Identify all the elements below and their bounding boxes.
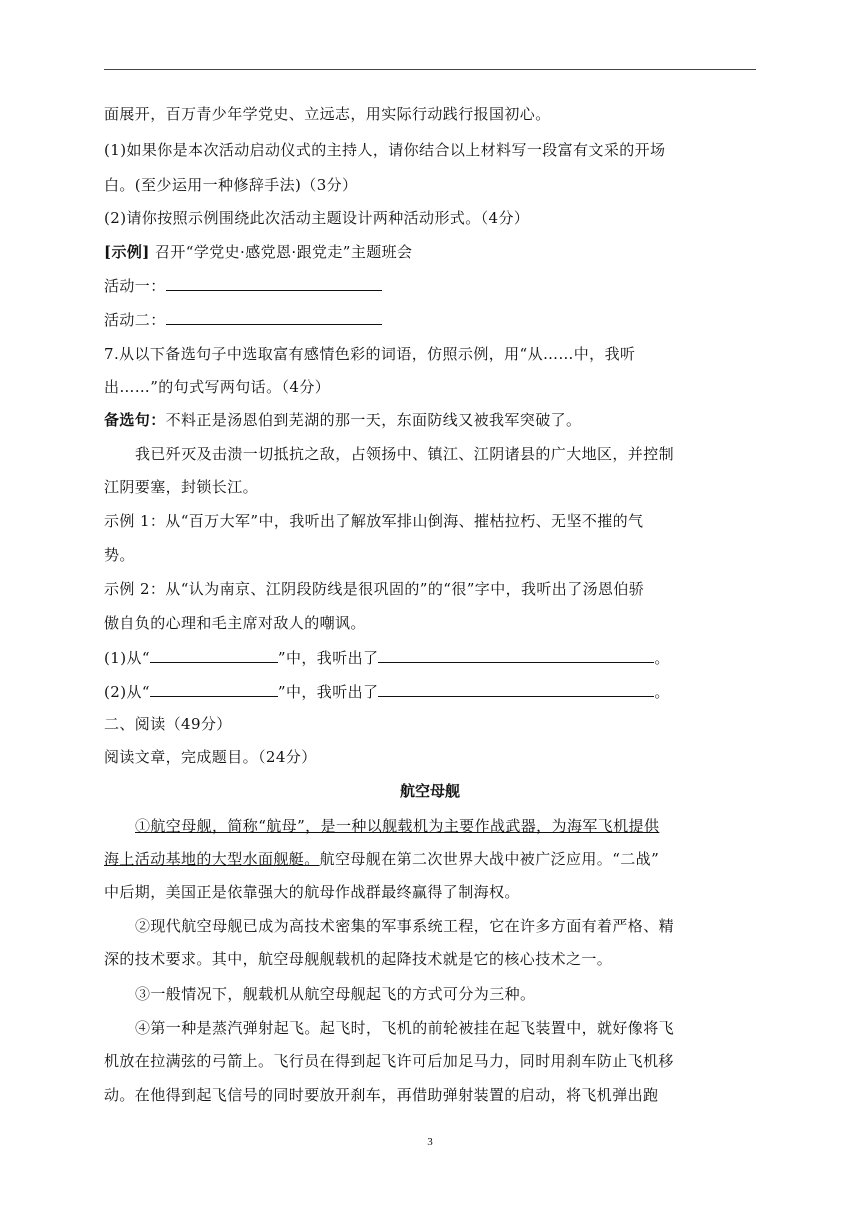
question-7-cont: 出……”的句式写两句话。（4分） (104, 378, 331, 396)
question-7: 7.从以下备选句子中选取富有感情色彩的词语，仿照示例，用“从……中，我听 (104, 345, 636, 363)
article-title: 航空母舰 (399, 782, 460, 800)
fill-1-answer-blank[interactable] (378, 648, 654, 663)
paragraph-2-line-1: ②现代航空母舰已成为高技术密集的军事系统工程，它在许多方面有着严格、精 (135, 917, 675, 935)
fill-line-2 (104, 682, 670, 702)
section-2-heading: 二、阅读（49分） (104, 715, 232, 733)
page-number: 3 (427, 1136, 433, 1148)
paragraph-1-line-3: 中后期，美国正是依靠强大的航母作战群最终赢得了制海权。 (104, 883, 520, 901)
fill-line-1 (104, 648, 670, 668)
paragraph-4-line-1: ④第一种是蒸汽弹射起飞。起飞时，飞机的前轮被挂在起飞装置中，就好像将飞 (135, 1019, 675, 1037)
paragraph-1-line-2 (104, 849, 659, 869)
paragraph-4-line-3: 动。在他得到起飞信号的同时要放开刹车，再借助弹射装置的启动，将飞机弹出跑 (104, 1086, 659, 1104)
paragraph-1-underlined: 海上活动基地的大型水面舰艇。 (104, 850, 320, 868)
example-label: [示例] (104, 243, 150, 261)
example-2: 示例 2：从“认为南京、江阴段防线是很巩固的”的“很”字中，我听出了汤恩伯骄 (104, 580, 645, 598)
example-line (104, 242, 412, 262)
paragraph-4-line-2: 机放在拉满弦的弓箭上。飞行员在得到起飞许可后加足马力，同时用刹车防止飞机移 (104, 1052, 674, 1070)
candidate-text: 不料正是汤恩伯到芜湖的那一天，东面防线又被我军突破了。 (165, 411, 582, 429)
example-1: 示例 1：从“百万大军”中，我听出了解放军排山倒海、摧枯拉朽、无坚不摧的气 (104, 512, 644, 530)
question-6-2: (2)请你按照示例围绕此次活动主题设计两种活动形式。（4分） (104, 209, 530, 227)
activity-2-label: 活动二： (104, 311, 166, 329)
fill-2-end: 。 (654, 683, 670, 701)
candidate-line (104, 410, 581, 430)
paragraph-1-rest: 航空母舰在第二次世界大战中被广泛应用。“二战” (319, 850, 660, 868)
candidate-2: 我已歼灭及击溃一切抵抗之敌，占领扬中、镇江、江阴诸县的广大地区，并控制 (135, 445, 675, 463)
question-6-1-cont: 白。(至少运用一种修辞手法)（3分） (104, 176, 358, 194)
fill-1-middle: ”中，我听出了 (277, 649, 379, 667)
candidate-label: 备选句： (104, 411, 166, 429)
reading-intro: 阅读文章，完成题目。（24分） (104, 748, 317, 766)
fill-2-middle: ”中，我听出了 (277, 683, 379, 701)
fill-1-prefix: (1)从“ (104, 649, 150, 667)
candidate-2-cont: 江阴要塞，封锁长江。 (104, 478, 259, 496)
fill-1-end: 。 (654, 649, 670, 667)
paragraph-2-line-2: 深的技术要求。其中，航空母舰舰载机的起降技术就是它的核心技术之一。 (104, 950, 613, 968)
fill-1-word-blank[interactable] (150, 648, 278, 663)
text-line: 面展开，百万青少年学党史、立远志，用实际行动践行报国初心。 (104, 105, 551, 123)
example-1-cont: 势。 (104, 546, 135, 564)
activity-1-blank[interactable] (166, 276, 382, 291)
activity-2-blank[interactable] (166, 310, 382, 325)
fill-2-word-blank[interactable] (150, 682, 278, 697)
header-rule (104, 69, 756, 70)
activity-1-label: 活动一： (104, 277, 166, 295)
example-2-cont: 傲自负的心理和毛主席对敌人的嘲讽。 (104, 614, 366, 632)
question-6-1: (1)如果你是本次活动启动仪式的主持人，请你结合以上材料写一段富有文采的开场 (104, 141, 666, 159)
fill-2-prefix: (2)从“ (104, 683, 150, 701)
activity-2-line (104, 310, 382, 330)
paragraph-3: ③一般情况下，舰载机从航空母舰起飞的方式可分为三种。 (135, 985, 536, 1003)
example-text: 召开“学党史·感党恩·跟党走”主题班会 (154, 243, 413, 261)
paragraph-1-line-1: ①航空母舰，简称“航母”，是一种以舰载机为主要作战武器，为海军飞机提供 (135, 817, 660, 835)
fill-2-answer-blank[interactable] (378, 682, 654, 697)
activity-1-line (104, 276, 382, 296)
